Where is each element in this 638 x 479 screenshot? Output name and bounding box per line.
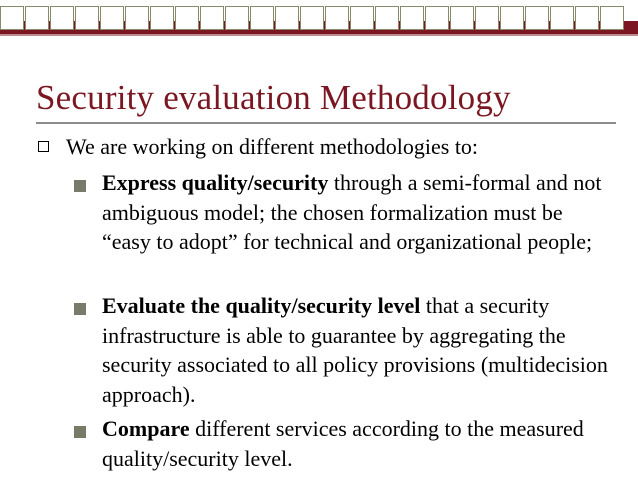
header-decoration (0, 0, 638, 40)
header-square (50, 6, 74, 30)
intro-text: We are working on different methodologies to: (66, 134, 479, 159)
header-square (200, 6, 224, 30)
solid-square-bullet-icon (74, 180, 86, 192)
list-item (102, 291, 612, 409)
header-square (325, 6, 349, 30)
header-square (150, 6, 174, 30)
header-square (600, 6, 624, 30)
header-square (475, 6, 499, 30)
list-item-text: that a security infrastructure is able to guarantee by aggregating the security associated to all policy provisions (multidecision approach). (102, 293, 608, 407)
header-square (425, 6, 449, 30)
header-square (500, 6, 524, 30)
header-squares (0, 6, 625, 31)
header-square (350, 6, 374, 30)
hollow-square-bullet-icon (38, 141, 49, 152)
slide-title: Security evaluation Methodology (36, 78, 511, 117)
header-square (575, 6, 599, 30)
title-divider (36, 122, 616, 124)
list-item-bold: Evaluate the quality/security level (102, 293, 421, 318)
solid-square-bullet-icon (74, 426, 86, 438)
list-item-bold: Express quality/security (102, 170, 329, 195)
header-square (75, 6, 99, 30)
header-square (0, 6, 24, 30)
list-item (102, 168, 612, 257)
header-square (300, 6, 324, 30)
solid-square-bullet-icon (74, 303, 86, 315)
header-square (450, 6, 474, 30)
header-square (250, 6, 274, 30)
header-square (175, 6, 199, 30)
header-square (275, 6, 299, 30)
header-square (100, 6, 124, 30)
header-square (550, 6, 574, 30)
header-square (125, 6, 149, 30)
list-item (102, 414, 612, 473)
header-square (400, 6, 424, 30)
list-item-text: through a semi-formal and not ambiguous model; the chosen formalization must be “easy to adopt” for technical and organizational people; (102, 170, 602, 254)
header-square (25, 6, 49, 30)
list-item-bold: Compare (102, 416, 190, 441)
header-square (525, 6, 549, 30)
header-square (225, 6, 249, 30)
list-item-text: different services according to the measured quality/security level. (102, 416, 584, 471)
header-square (375, 6, 399, 30)
header-band-line (0, 34, 638, 36)
